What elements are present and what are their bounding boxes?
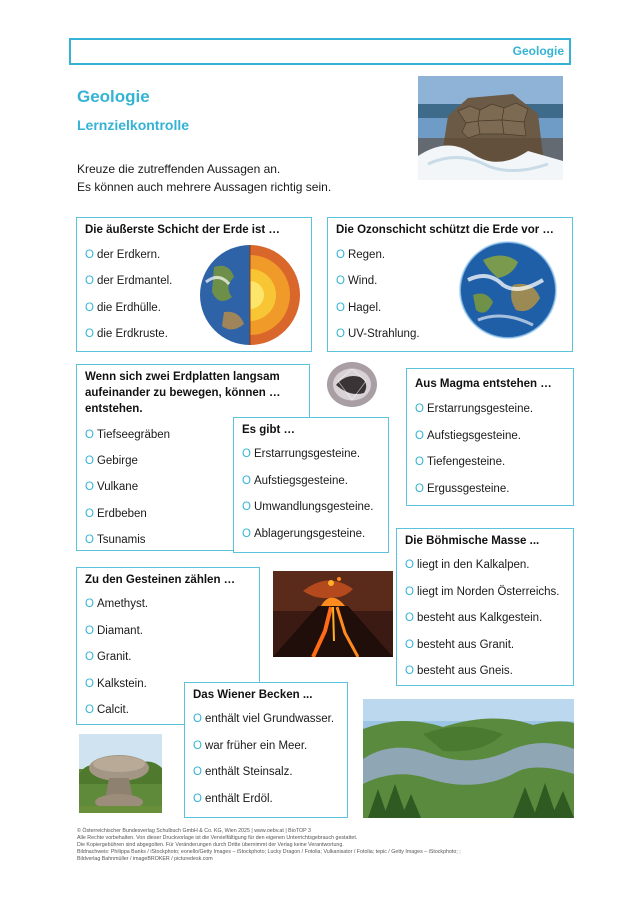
option-diamant[interactable]: O Diamant. — [85, 625, 143, 637]
option-granit[interactable]: O besteht aus Granit. — [405, 639, 515, 651]
option-calcit[interactable]: O Calcit. — [85, 704, 129, 716]
option-tiefengesteine[interactable]: O Tiefengesteine. — [415, 456, 506, 468]
option-erdkern[interactable]: O der Erdkern. — [85, 249, 161, 261]
option-erdhuelle[interactable]: O die Erdhülle. — [85, 302, 161, 314]
footer-image-credits: Bildnachweis: Philippa Banks / iStockphoto; eonello/Getty Images – iStockphoto; Lucky Dragon / Fotolia; Vulkanisator / Fotolia; tepic / Getty Images – iStockphoto; ; — [77, 849, 461, 855]
question-title-line-2: aufeinander zu bewegen, können … — [85, 387, 281, 399]
option-steinsalz[interactable]: O enthält Steinsalz. — [193, 766, 293, 778]
page-title: Geologie — [77, 87, 150, 106]
question-box-gesteine-arten — [233, 417, 389, 553]
question-title: Es gibt … — [242, 424, 296, 436]
option-gneis[interactable]: O besteht aus Gneis. — [405, 665, 513, 677]
option-erstarrungsgesteine[interactable]: O Erstarrungsgesteine. — [415, 403, 534, 415]
question-box-boehmische-masse — [396, 528, 574, 686]
option-wind[interactable]: O Wind. — [336, 275, 378, 287]
earth-layers-illustration — [194, 242, 306, 348]
option-kalkstein[interactable]: O Kalkstein. — [85, 678, 147, 690]
header-label: Geologie — [512, 44, 564, 58]
option-kalkalpen[interactable]: O liegt in den Kalkalpen. — [405, 559, 530, 571]
option-aufstiegsgesteine[interactable]: O Aufstiegsgesteine. — [242, 475, 348, 487]
option-erstarrungsgesteine[interactable]: O Erstarrungsgesteine. — [242, 448, 361, 460]
instruction-line-2: Es können auch mehrere Aussagen richtig sein. — [77, 180, 332, 194]
option-amethyst[interactable]: O Amethyst. — [85, 598, 149, 610]
question-title: Die Ozonschicht schützt die Erde vor … — [336, 224, 554, 236]
option-tiefseegraeben[interactable]: O Tiefseegräben — [85, 429, 171, 441]
footer-fees: Die Kopiergebühren sind abgegolten. Für Veränderungen durch Dritte übernimmt der Verlag keine Verantwortung. — [77, 842, 344, 848]
footer-image-credits-2: Bildverlag Bahnmüller / imageBROKER / picturedesk.com — [77, 856, 213, 862]
option-aufstiegsgesteine[interactable]: O Aufstiegsgesteine. — [415, 430, 521, 442]
option-ablagerungsgesteine[interactable]: O Ablagerungsgesteine. — [242, 528, 366, 540]
option-uv-strahlung[interactable]: O UV-Strahlung. — [336, 328, 420, 340]
earth-globe-photo — [458, 240, 559, 340]
option-meer[interactable]: O war früher ein Meer. — [193, 740, 308, 752]
option-erdmantel[interactable]: O der Erdmantel. — [85, 275, 173, 287]
option-regen[interactable]: O Regen. — [336, 249, 386, 261]
page-subtitle: Lernzielkontrolle — [77, 117, 190, 133]
question-title: Die äußerste Schicht der Erde ist … — [85, 224, 280, 236]
question-title: Das Wiener Becken ... — [193, 689, 313, 701]
option-kalkgestein[interactable]: O besteht aus Kalkgestein. — [405, 612, 543, 624]
footer-copyright: © Österreichischer Bundesverlag Schulbuch GmbH & Co. KG, Wien 2025 | www.oebv.at | BioTOP 3 — [77, 828, 311, 834]
balancing-rock-photo — [79, 734, 162, 813]
question-title-line-1: Wenn sich zwei Erdplatten langsam — [85, 371, 280, 383]
option-umwandlungsgesteine[interactable]: O Umwandlungsgesteine. — [242, 501, 374, 513]
header-bar — [69, 38, 571, 65]
option-erdkruste[interactable]: O die Erdkruste. — [85, 328, 168, 340]
option-ergussgesteine[interactable]: O Ergussgesteine. — [415, 483, 510, 495]
footer-rights: Alle Rechte vorbehalten. Von dieser Druckvorlage ist die Vervielfältigung für den eigenen Unterrichtsgebrauch gestattet. — [77, 835, 358, 841]
option-norden-oesterreichs[interactable]: O liegt im Norden Österreichs. — [405, 586, 560, 598]
question-title: Zu den Gesteinen zählen … — [85, 574, 236, 586]
option-gebirge[interactable]: O Gebirge — [85, 455, 138, 467]
gemstone-photo — [326, 361, 378, 408]
option-erdbeben[interactable]: O Erdbeben — [85, 508, 147, 520]
option-vulkane[interactable]: O Vulkane — [85, 481, 139, 493]
question-title: Aus Magma entstehen … — [415, 378, 552, 390]
option-tsunamis[interactable]: O Tsunamis — [85, 534, 146, 546]
basalt-columns-photo — [418, 76, 563, 180]
question-box-magma — [406, 368, 574, 506]
option-granit[interactable]: O Granit. — [85, 651, 132, 663]
question-title-line-3: entstehen. — [85, 403, 143, 415]
question-box-wiener-becken — [184, 682, 348, 818]
volcano-photo — [273, 571, 393, 657]
question-title: Die Böhmische Masse ... — [405, 535, 540, 547]
instruction-line-1: Kreuze die zutreffenden Aussagen an. — [77, 162, 281, 176]
river-landscape-photo — [363, 699, 574, 818]
option-grundwasser[interactable]: O enthält viel Grundwasser. — [193, 713, 335, 725]
option-erdoel[interactable]: O enthält Erdöl. — [193, 793, 273, 805]
option-hagel[interactable]: O Hagel. — [336, 302, 382, 314]
